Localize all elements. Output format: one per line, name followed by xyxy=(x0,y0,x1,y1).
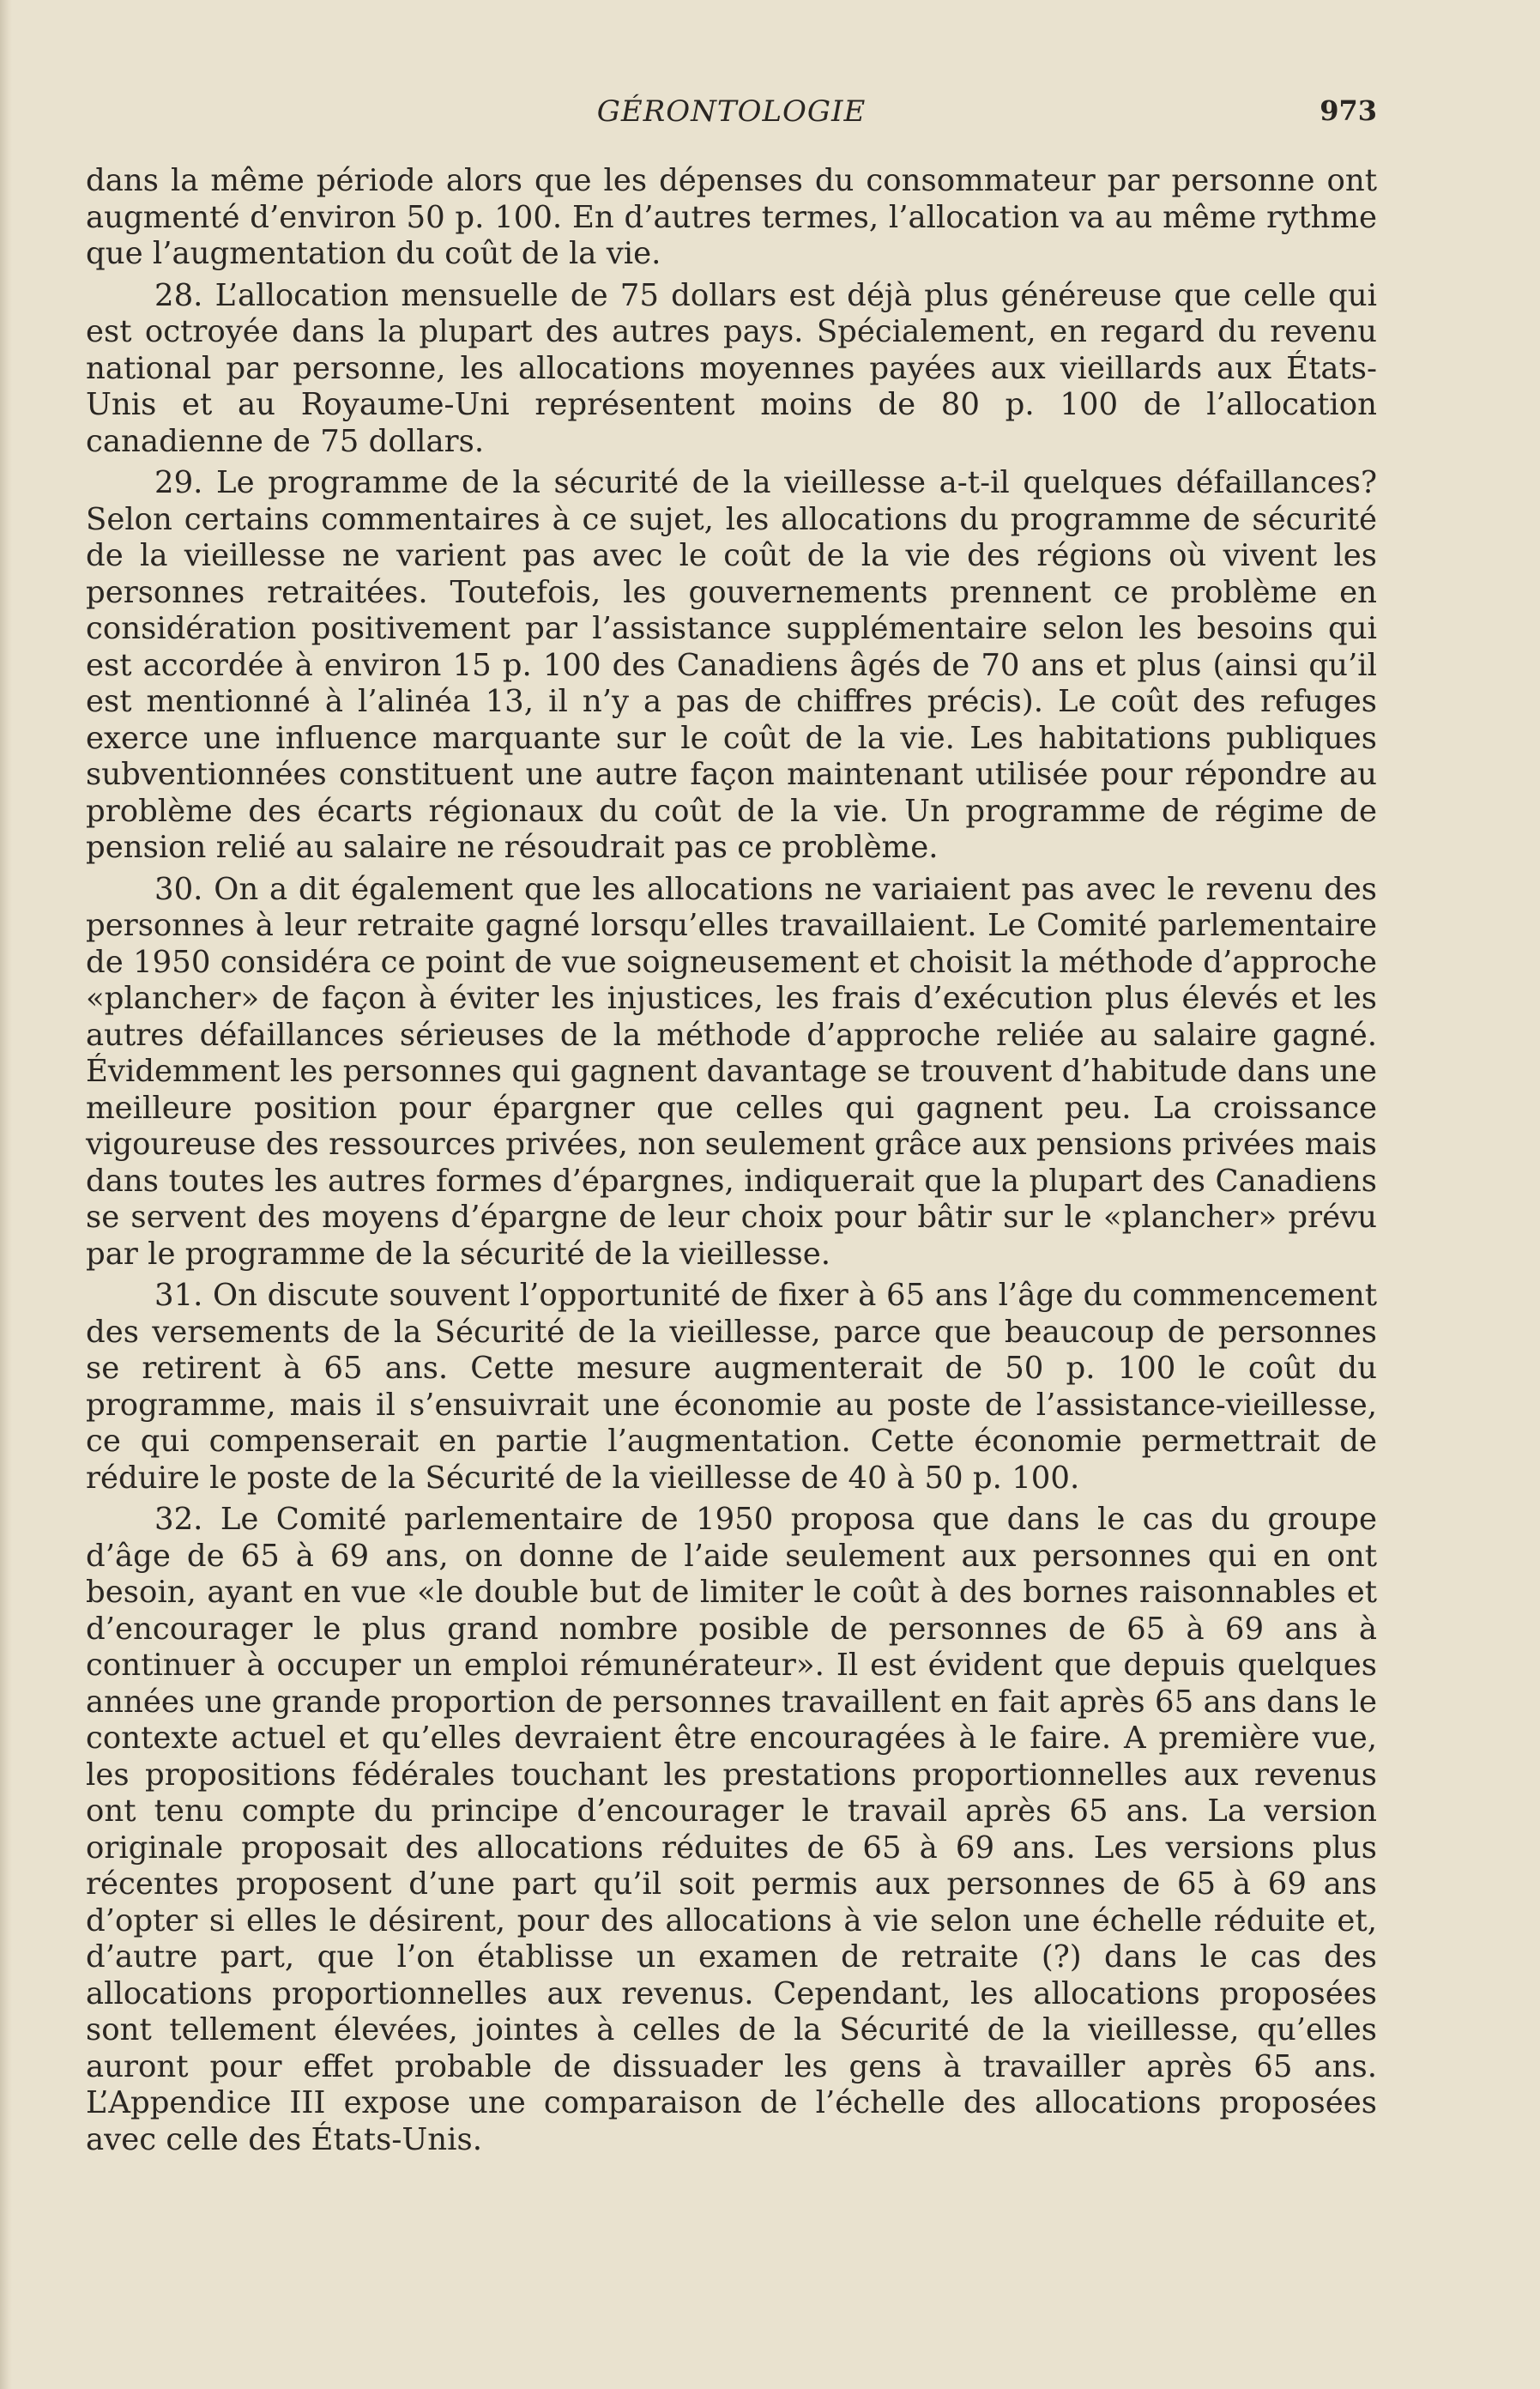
paragraph-28: 28. L’allocation mensuelle de 75 dollars est déjà plus généreuse que celle qui est octroyée dans la plupart des autres pays. Spécialement, en regard du revenu national par personne, les allocations moyennes payées aux vieillards aux États-Unis et au Royaume-Uni représentent moins de 80 p. 100 de l’allocation canadienne de 75 dollars. xyxy=(86,277,1377,459)
page-edge xyxy=(0,0,12,2389)
paragraph-29: 29. Le programme de la sécurité de la vieillesse a-t-il quelques défaillances? Selon certains commentaires à ce sujet, les allocations du programme de sécurité de la vieillesse ne varient pas avec le coût de la vie des régions où vivent les personnes retraitées. Toutefois, les gouvernements prennent ce problème en considération positivement par l’assistance supplémentaire selon les besoins qui est accordée à environ 15 p. 100 des Canadiens âgés de 70 ans et plus (ainsi qu’il est mentionné à l’alinéa 13, il n’y a pas de chiffres précis). Le coût des refuges exerce une influence marquante sur le coût de la vie. Les habitations publiques subventionnées constituent une autre façon maintenant utilisée pour répondre au problème des écarts régionaux du coût de la vie. Un programme de régime de pension relié au salaire ne résoudrait pas ce problème. xyxy=(86,465,1377,865)
running-head xyxy=(86,94,1377,146)
paragraph-continuation: dans la même période alors que les dépenses du consommateur par personne ont augmenté d’environ 50 p. 100. En d’autres termes, l’allocation va au même rythme que l’augmentation du coût de la vie. xyxy=(86,163,1377,271)
page xyxy=(86,94,1377,2163)
running-title: GÉRONTOLOGIE xyxy=(596,94,867,129)
paragraph-30: 30. On a dit également que les allocations ne variaient pas avec le revenu des personnes à leur retraite gagné lorsqu’elles travaillaient. Le Comité parlementaire de 1950 considéra ce point de vue soigneusement et choisit la méthode d’approche «plancher» de façon à éviter les injustices, les frais d’exécution plus élevés et les autres défaillances sérieuses de la méthode d’approche reliée au salaire gagné. Évidemment les personnes qui gagnent davantage se trouvent d’habitude dans une meilleure position pour épargner que celles qui gagnent peu. La croissance vigoureuse des ressources privées, non seulement grâce aux pensions privées mais dans toutes les autres formes d’épargnes, indiquerait que la plupart des Canadiens se servent des moyens d’épargne de leur choix pour bâtir sur le «plancher» prévu par le programme de la sécurité de la vieillesse. xyxy=(86,871,1377,1272)
page-number: 973 xyxy=(1320,94,1377,127)
body-text xyxy=(86,163,1377,2158)
paragraph-32: 32. Le Comité parlementaire de 1950 proposa que dans le cas du groupe d’âge de 65 à 69 ans, on donne de l’aide seulement aux personnes qui en ont besoin, ayant en vue «le double but de limiter le coût à des bornes raisonnables et d’encourager le plus grand nombre posible de personnes de 65 à 69 ans à continuer à occuper un emploi rémunérateur». Il est évident que depuis quelques années une grande proportion de personnes travaillent en fait après 65 ans dans le contexte actuel et qu’elles devraient être encouragées à le faire. A première vue, les propositions fédérales touchant les prestations proportionnelles aux revenus ont tenu compte du principe d’encourager le travail après 65 ans. La version originale proposait des allocations réduites de 65 à 69 ans. Les versions plus récentes proposent d’une part qu’il soit permis aux personnes de 65 à 69 ans d’opter si elles le désirent, pour des allocations à vie selon une échelle réduite et, d’autre part, que l’on établisse un examen de retraite (?) dans le cas des allocations proportionnelles aux revenus. Cependant, les allocations proposées sont tellement élevées, jointes à celles de la Sécurité de la vieillesse, qu’elles auront pour effet probable de dissuader les gens à travailler après 65 ans. L’Appendice III expose une comparaison de l’échelle des allocations proposées avec celle des États-Unis. xyxy=(86,1502,1377,2157)
paragraph-31: 31. On discute souvent l’opportunité de fixer à 65 ans l’âge du commencement des versements de la Sécurité de la vieillesse, parce que beaucoup de personnes se retirent à 65 ans. Cette mesure augmenterait de 50 p. 100 le coût du programme, mais il s’ensuivrait une économie au poste de l’assistance-vieillesse, ce qui compenserait en partie l’augmentation. Cette économie permettrait de réduire le poste de la Sécurité de la vieillesse de 40 à 50 p. 100. xyxy=(86,1278,1377,1496)
